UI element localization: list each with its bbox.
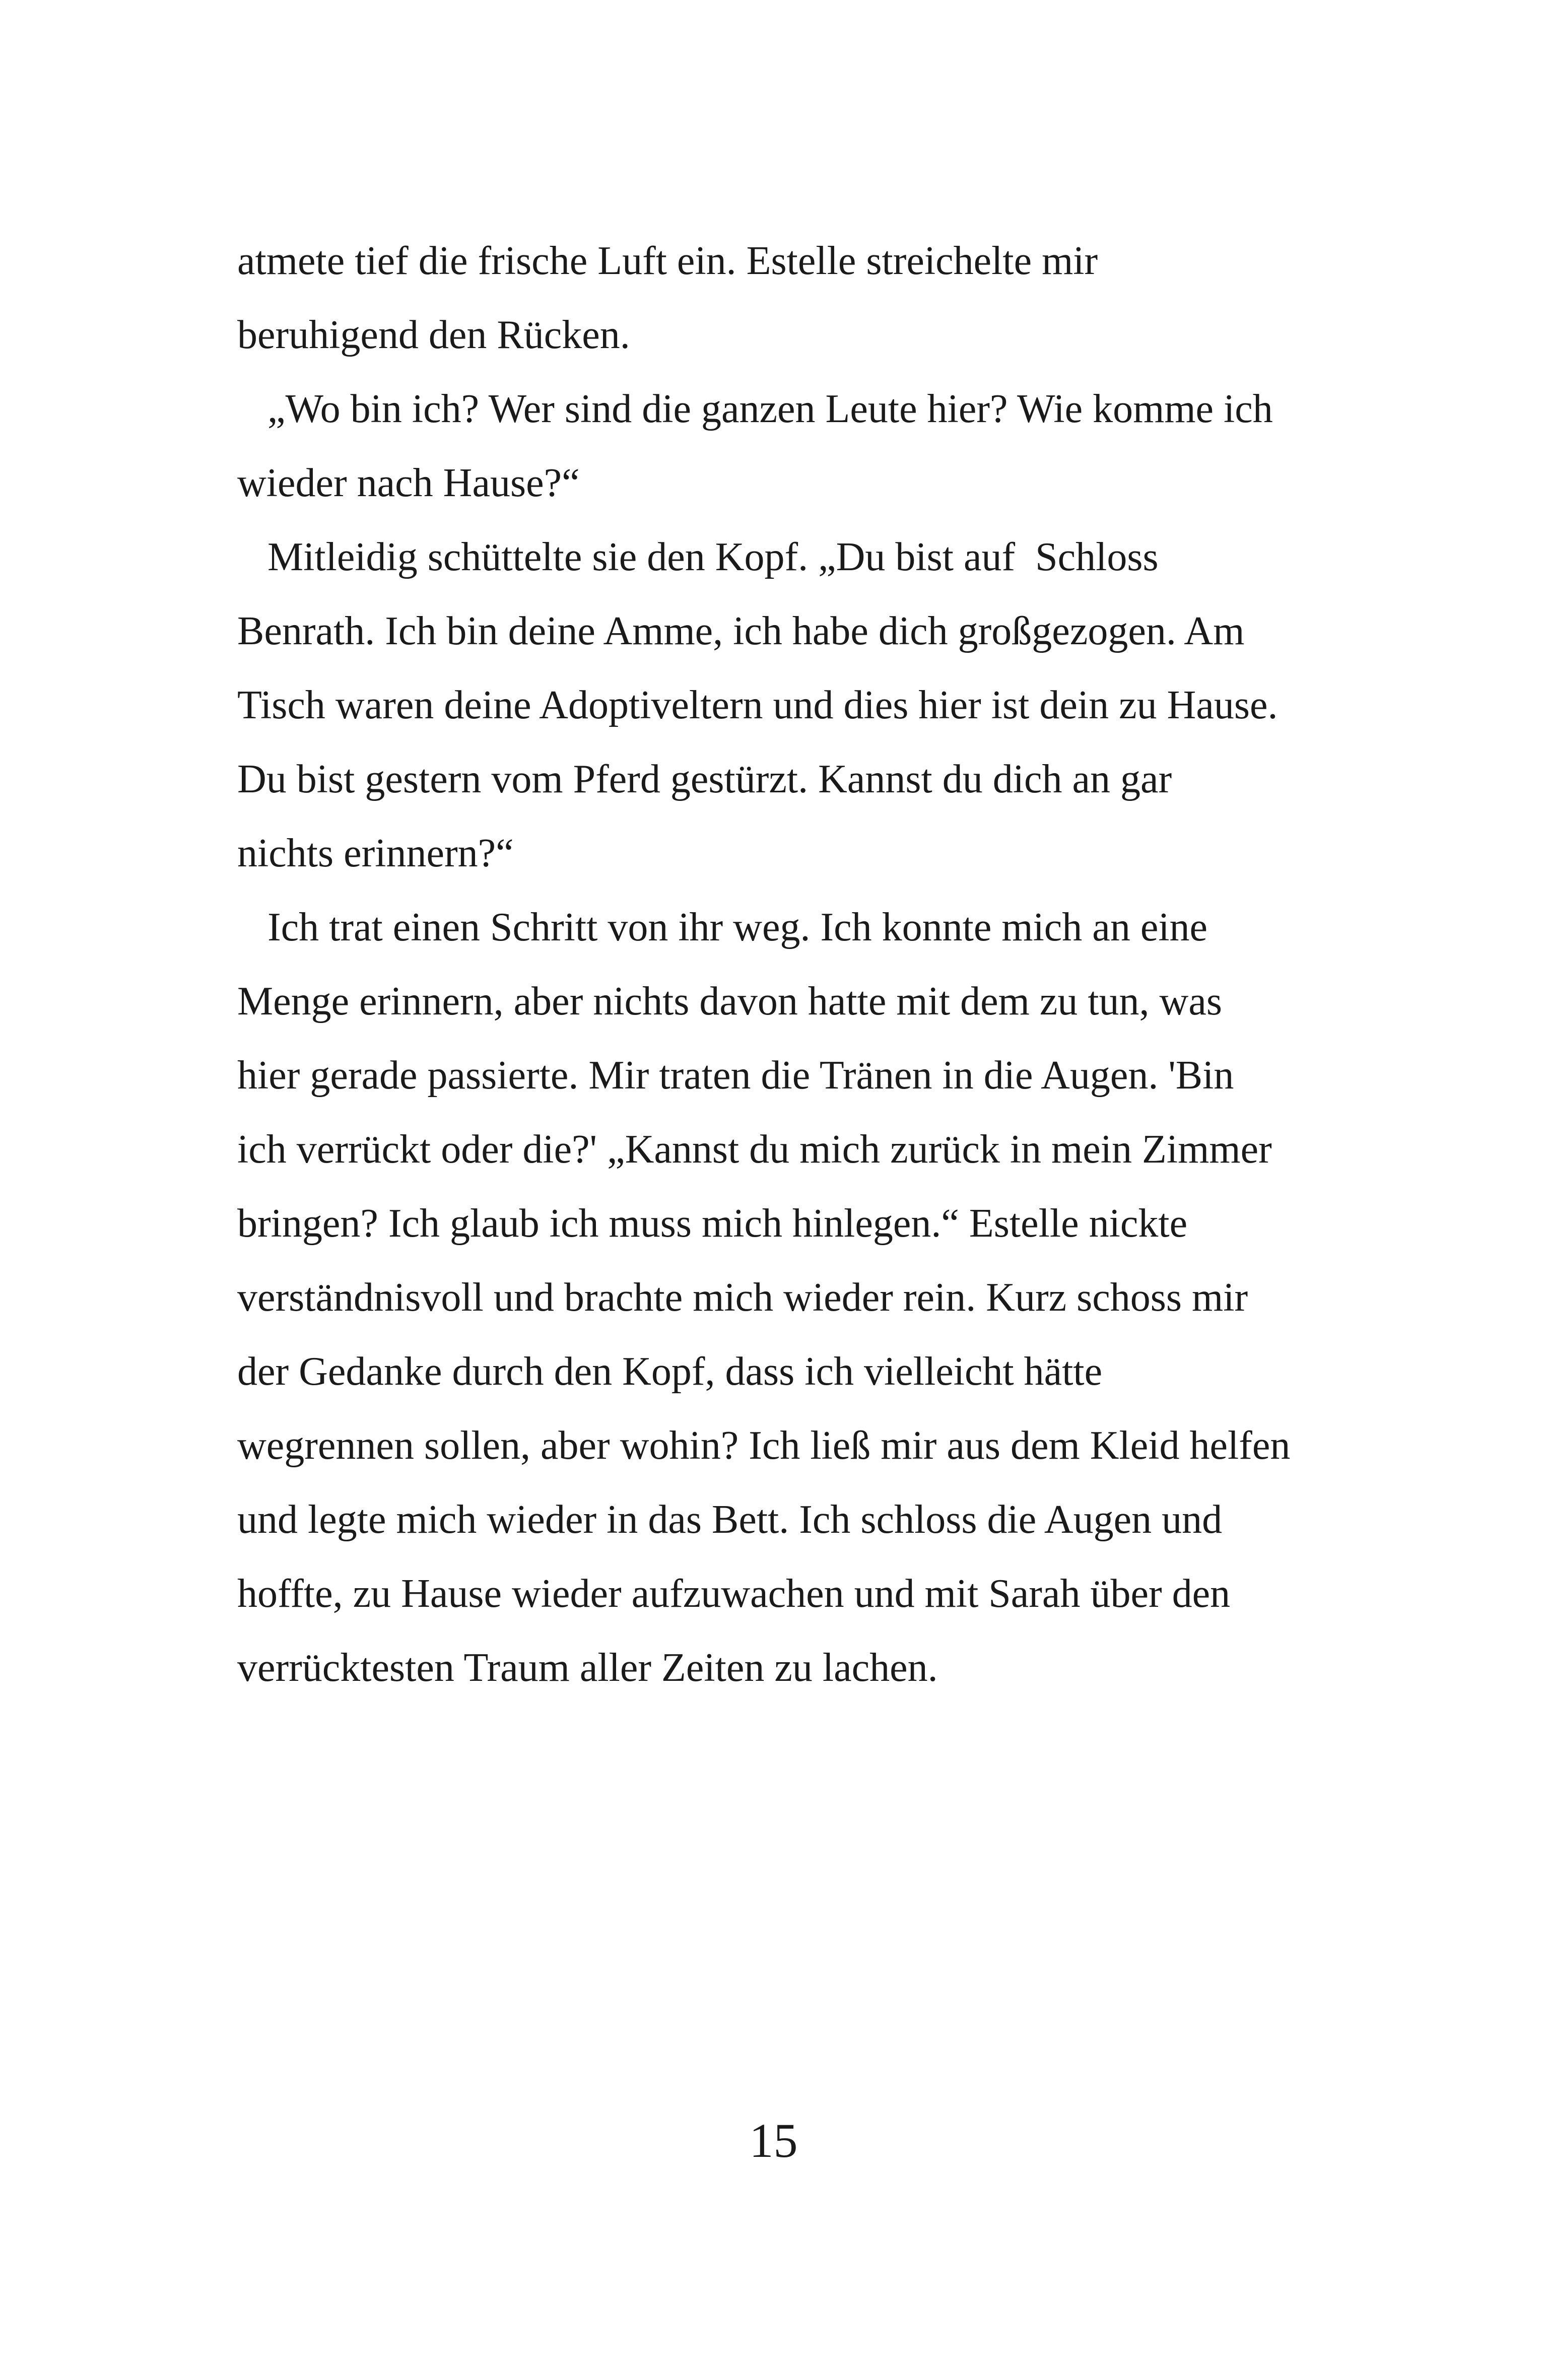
text-line: Benrath. Ich bin deine Amme, ich habe dich großgezogen. Am (237, 609, 1245, 653)
text-line: Mitleidig schüttelte sie den Kopf. „Du bist auf Schloss (237, 535, 1159, 579)
text-line: Menge erinnern, aber nichts davon hatte mit dem zu tun, was (237, 979, 1222, 1024)
text-line: wegrennen sollen, aber wohin? Ich ließ mir aus dem Kleid helfen (237, 1423, 1291, 1468)
text-line: beruhigend den Rücken. (237, 313, 630, 357)
text-line: „Wo bin ich? Wer sind die ganzen Leute hier? Wie komme ich (237, 387, 1273, 431)
text-line: atmete tief die frische Luft ein. Estelle streichelte mir (237, 239, 1098, 283)
text-line: verrücktesten Traum aller Zeiten zu lachen. (237, 1646, 938, 1690)
text-line: Ich trat einen Schritt von ihr weg. Ich konnte mich an eine (237, 905, 1208, 949)
text-line: und legte mich wieder in das Bett. Ich schloss die Augen und (237, 1498, 1223, 1542)
text-line: der Gedanke durch den Kopf, dass ich vielleicht hätte (237, 1349, 1103, 1394)
page-number: 15 (749, 2114, 798, 2167)
text-line: bringen? Ich glaub ich muss mich hinlegen.“ Estelle nickte (237, 1201, 1188, 1246)
text-line: verständnisvoll und brachte mich wieder rein. Kurz schoss mir (237, 1275, 1248, 1320)
text-line: Tisch waren deine Adoptiveltern und dies hier ist dein zu Hause. (237, 683, 1278, 727)
text-line: hoffte, zu Hause wieder aufzuwachen und mit Sarah über den (237, 1572, 1231, 1616)
text-line: ich verrückt oder die?' „Kannst du mich zurück in mein Zimmer (237, 1127, 1272, 1172)
body-text (237, 224, 1351, 1705)
text-line: wieder nach Hause?“ (237, 461, 580, 505)
text-line: hier gerade passierte. Mir traten die Tränen in die Augen. 'Bin (237, 1053, 1234, 1098)
text-line: Du bist gestern vom Pferd gestürzt. Kannst du dich an gar (237, 757, 1172, 801)
text-line: nichts erinnern?“ (237, 831, 514, 875)
